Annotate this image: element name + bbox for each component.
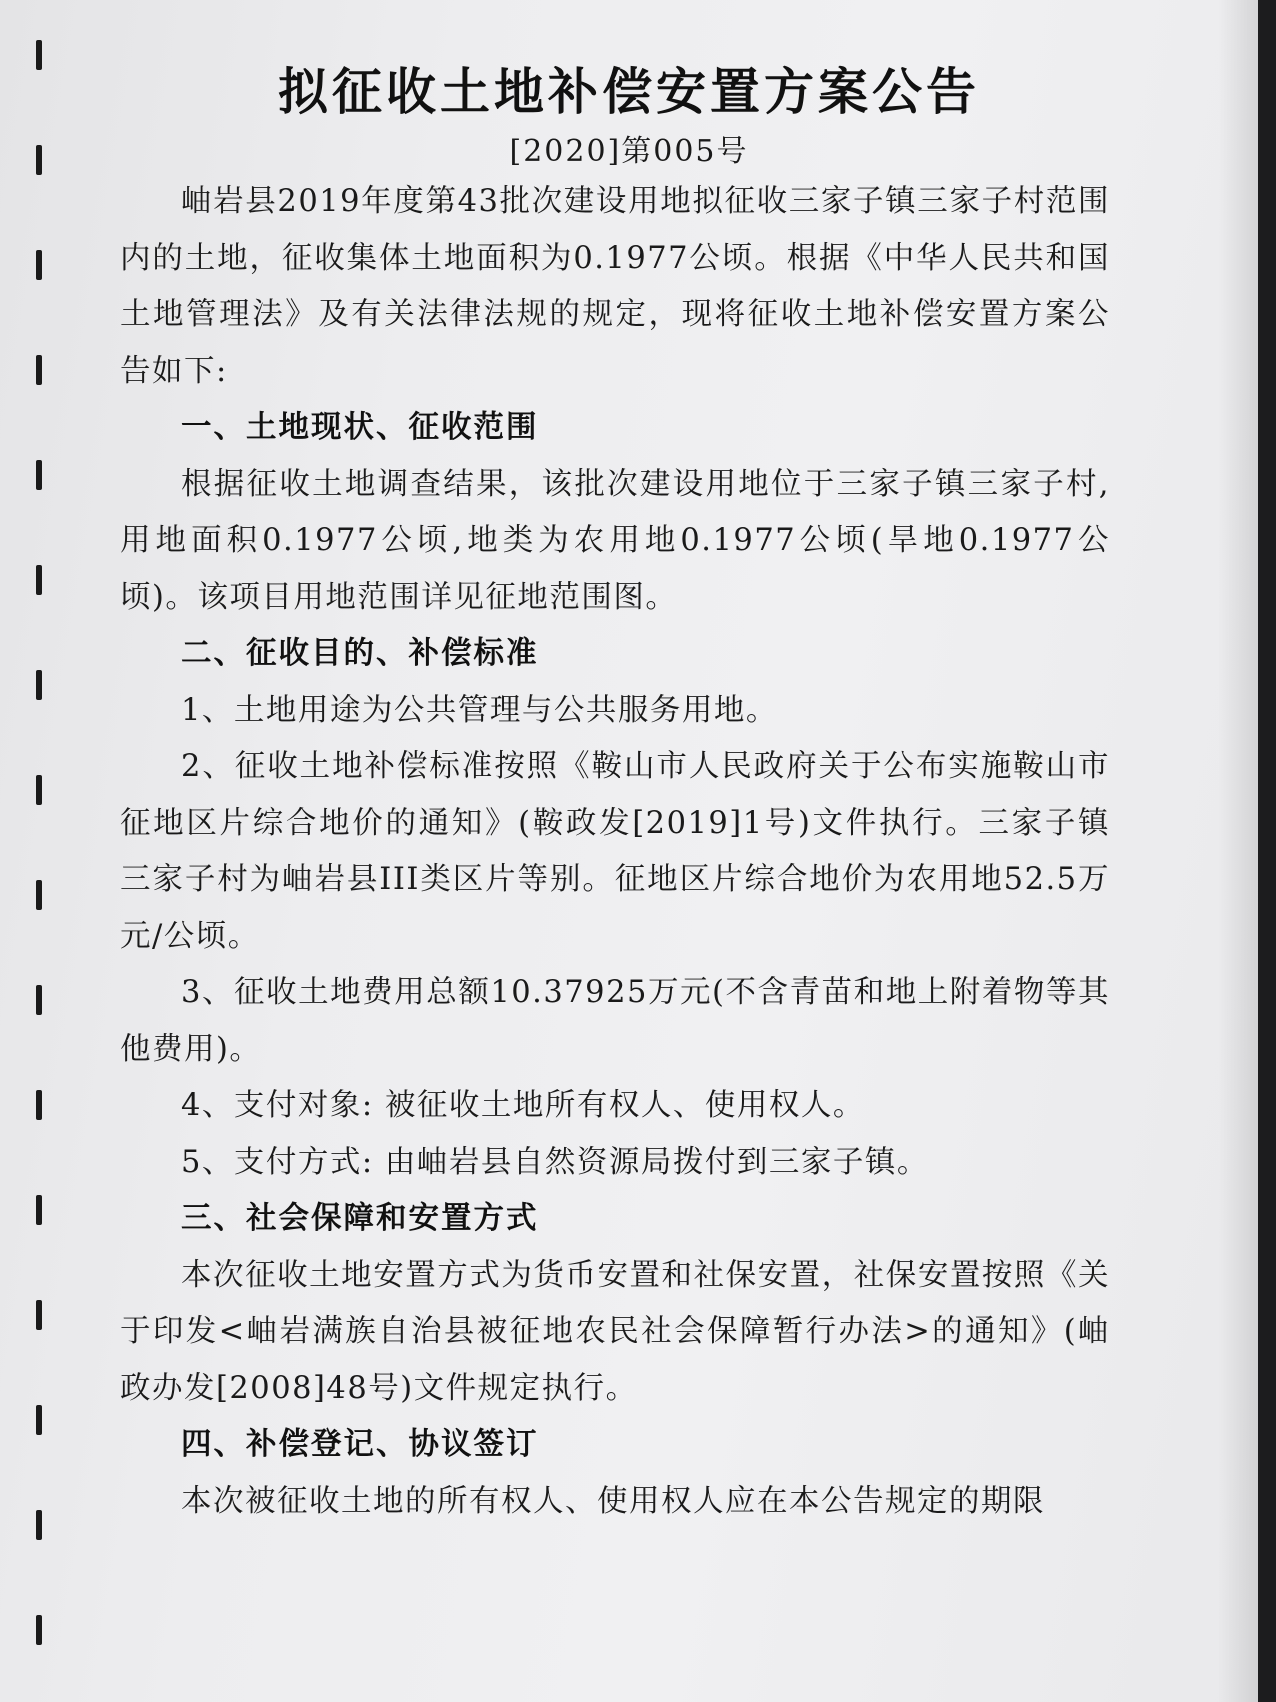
binding-hole xyxy=(36,1090,42,1120)
document-number: [2020]第005号 xyxy=(509,134,749,169)
section-2-item-1: 1、土地用途为公共管理与公共服务用地。 xyxy=(181,692,778,728)
section-2-item-2: 2、征收土地补偿标准按照《鞍山市人民政府关于公布实施鞍山市征地区片综合地价的通知》(鞍政发[2019]1号)文件执行。三家子镇三家子村为岫岩县III类区片等别。征地区片综合地价为农用地52.5万元/公顷。 xyxy=(120,749,1110,954)
document-body xyxy=(120,174,1110,1530)
section-2-item-4: 4、支付对象: 被征收土地所有权人、使用权人。 xyxy=(181,1088,865,1123)
binding-hole xyxy=(36,1615,42,1645)
section-3-paragraph: 本次征收土地安置方式为货币安置和社保安置，社保安置按照《关于印发<岫岩满族自治县被征地农民社会保障暂行办法>的通知》(岫政办发[2008]48号)文件规定执行。 xyxy=(120,1257,1110,1406)
binding-hole xyxy=(36,1510,42,1540)
binding-hole xyxy=(36,460,42,490)
binding-hole xyxy=(36,1300,42,1330)
binding-hole xyxy=(36,880,42,910)
page-edge-shadow xyxy=(1218,0,1258,1702)
section-1-paragraph: 根据征收土地调查结果，该批次建设用地位于三家子镇三家子村,用地面积0.1977公顷,地类为农用地0.1977公顷(旱地0.1977公顷)。该项目用地范围详见征地范围图。 xyxy=(120,466,1110,615)
binding-hole xyxy=(36,985,42,1015)
section-4-paragraph: 本次被征收土地的所有权人、使用权人应在本公告规定的期限 xyxy=(181,1483,1045,1519)
binding-hole xyxy=(36,1195,42,1225)
section-heading-4: 四、补偿登记、协议签订 xyxy=(181,1427,539,1462)
section-heading-1: 一、土地现状、征收范围 xyxy=(181,410,539,445)
binding-hole xyxy=(36,1405,42,1435)
binding-hole xyxy=(36,775,42,805)
binding-hole xyxy=(36,250,42,280)
section-2-item-5: 5、支付方式: 由岫岩县自然资源局拨付到三家子镇。 xyxy=(181,1144,929,1180)
binding-hole xyxy=(36,355,42,385)
binding-hole xyxy=(36,670,42,700)
section-heading-3: 三、社会保障和安置方式 xyxy=(181,1201,539,1236)
document-title: 拟征收土地补偿安置方案公告 xyxy=(278,63,980,121)
section-2-item-3: 3、征收土地费用总额10.37925万元(不含青苗和地上附着物等其他费用)。 xyxy=(120,975,1110,1067)
intro-paragraph: 岫岩县2019年度第43批次建设用地拟征收三家子镇三家子村范围内的土地，征收集体土地面积为0.1977公顷。根据《中华人民共和国土地管理法》及有关法律法规的规定，现将征收土地补偿安置方案公告如下: xyxy=(120,184,1110,389)
binding-holes xyxy=(36,40,50,1680)
section-heading-2: 二、征收目的、补偿标准 xyxy=(181,636,539,671)
binding-hole xyxy=(36,565,42,595)
